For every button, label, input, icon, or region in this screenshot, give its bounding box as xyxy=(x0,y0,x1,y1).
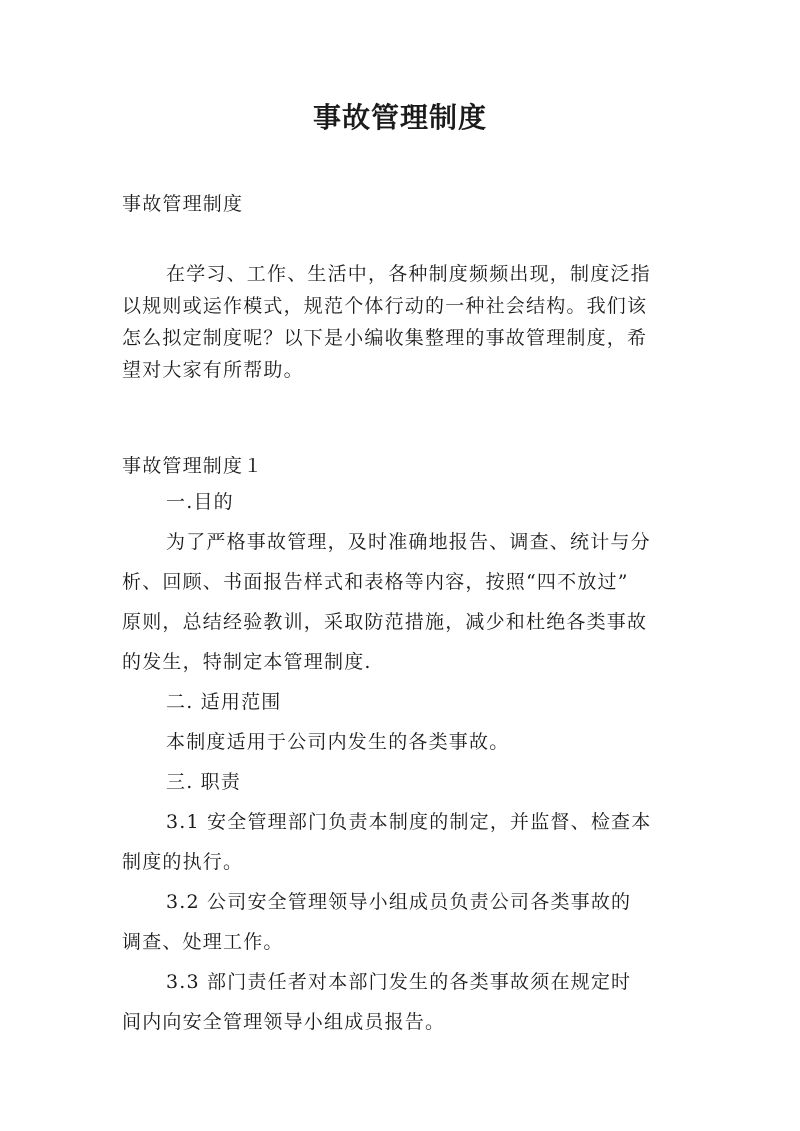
intro-line: 怎么拟定制度呢？以下是小编收集整理的事故管理制度，希 xyxy=(122,327,648,349)
content-line: 为了严格事故管理，及时准确地报告、调查、统计与分 xyxy=(166,531,651,553)
content-line: 原则，总结经验教训，采取防范措施，减少和杜绝各类事故 xyxy=(122,611,648,633)
section-heading-scope: 二. 适用范围 xyxy=(166,691,282,713)
section-content xyxy=(122,482,651,1042)
intro-line: 在学习、工作、生活中，各种制度频频出现，制度泛指 xyxy=(166,263,651,285)
intro-line: 望对大家有所帮助。 xyxy=(122,359,304,381)
section-heading-duties: 三. 职责 xyxy=(166,771,242,793)
document-subtitle: 事故管理制度 xyxy=(122,193,244,215)
content-line: 3.3 部门责任者对本部门发生的各类事故须在规定时 xyxy=(166,971,632,993)
content-line: 调查、处理工作。 xyxy=(122,931,284,953)
section-title: 事故管理制度１ xyxy=(122,455,264,477)
intro-paragraph xyxy=(122,258,684,386)
section-heading-purpose: 一.目的 xyxy=(166,491,234,513)
content-line: 本制度适用于公司内发生的各类事故。 xyxy=(166,731,510,753)
content-line: 间内向安全管理领导小组成员报告。 xyxy=(122,1011,446,1033)
document-title: 事故管理制度 xyxy=(312,101,487,134)
content-line: 的发生，特制定本管理制度. xyxy=(122,651,372,673)
content-line: 3.2 公司安全管理领导小组成员负责公司各类事故的 xyxy=(166,891,632,913)
content-line: 3.1 安全管理部门负责本制度的制定，并监督、检查本 xyxy=(166,811,652,833)
content-line: 制度的执行。 xyxy=(122,851,244,873)
content-line: 析、回顾、书面报告样式和表格等内容，按照“四不放过” xyxy=(122,571,629,593)
intro-line: 以规则或运作模式，规范个体行动的一种社会结构。我们该 xyxy=(122,295,648,317)
